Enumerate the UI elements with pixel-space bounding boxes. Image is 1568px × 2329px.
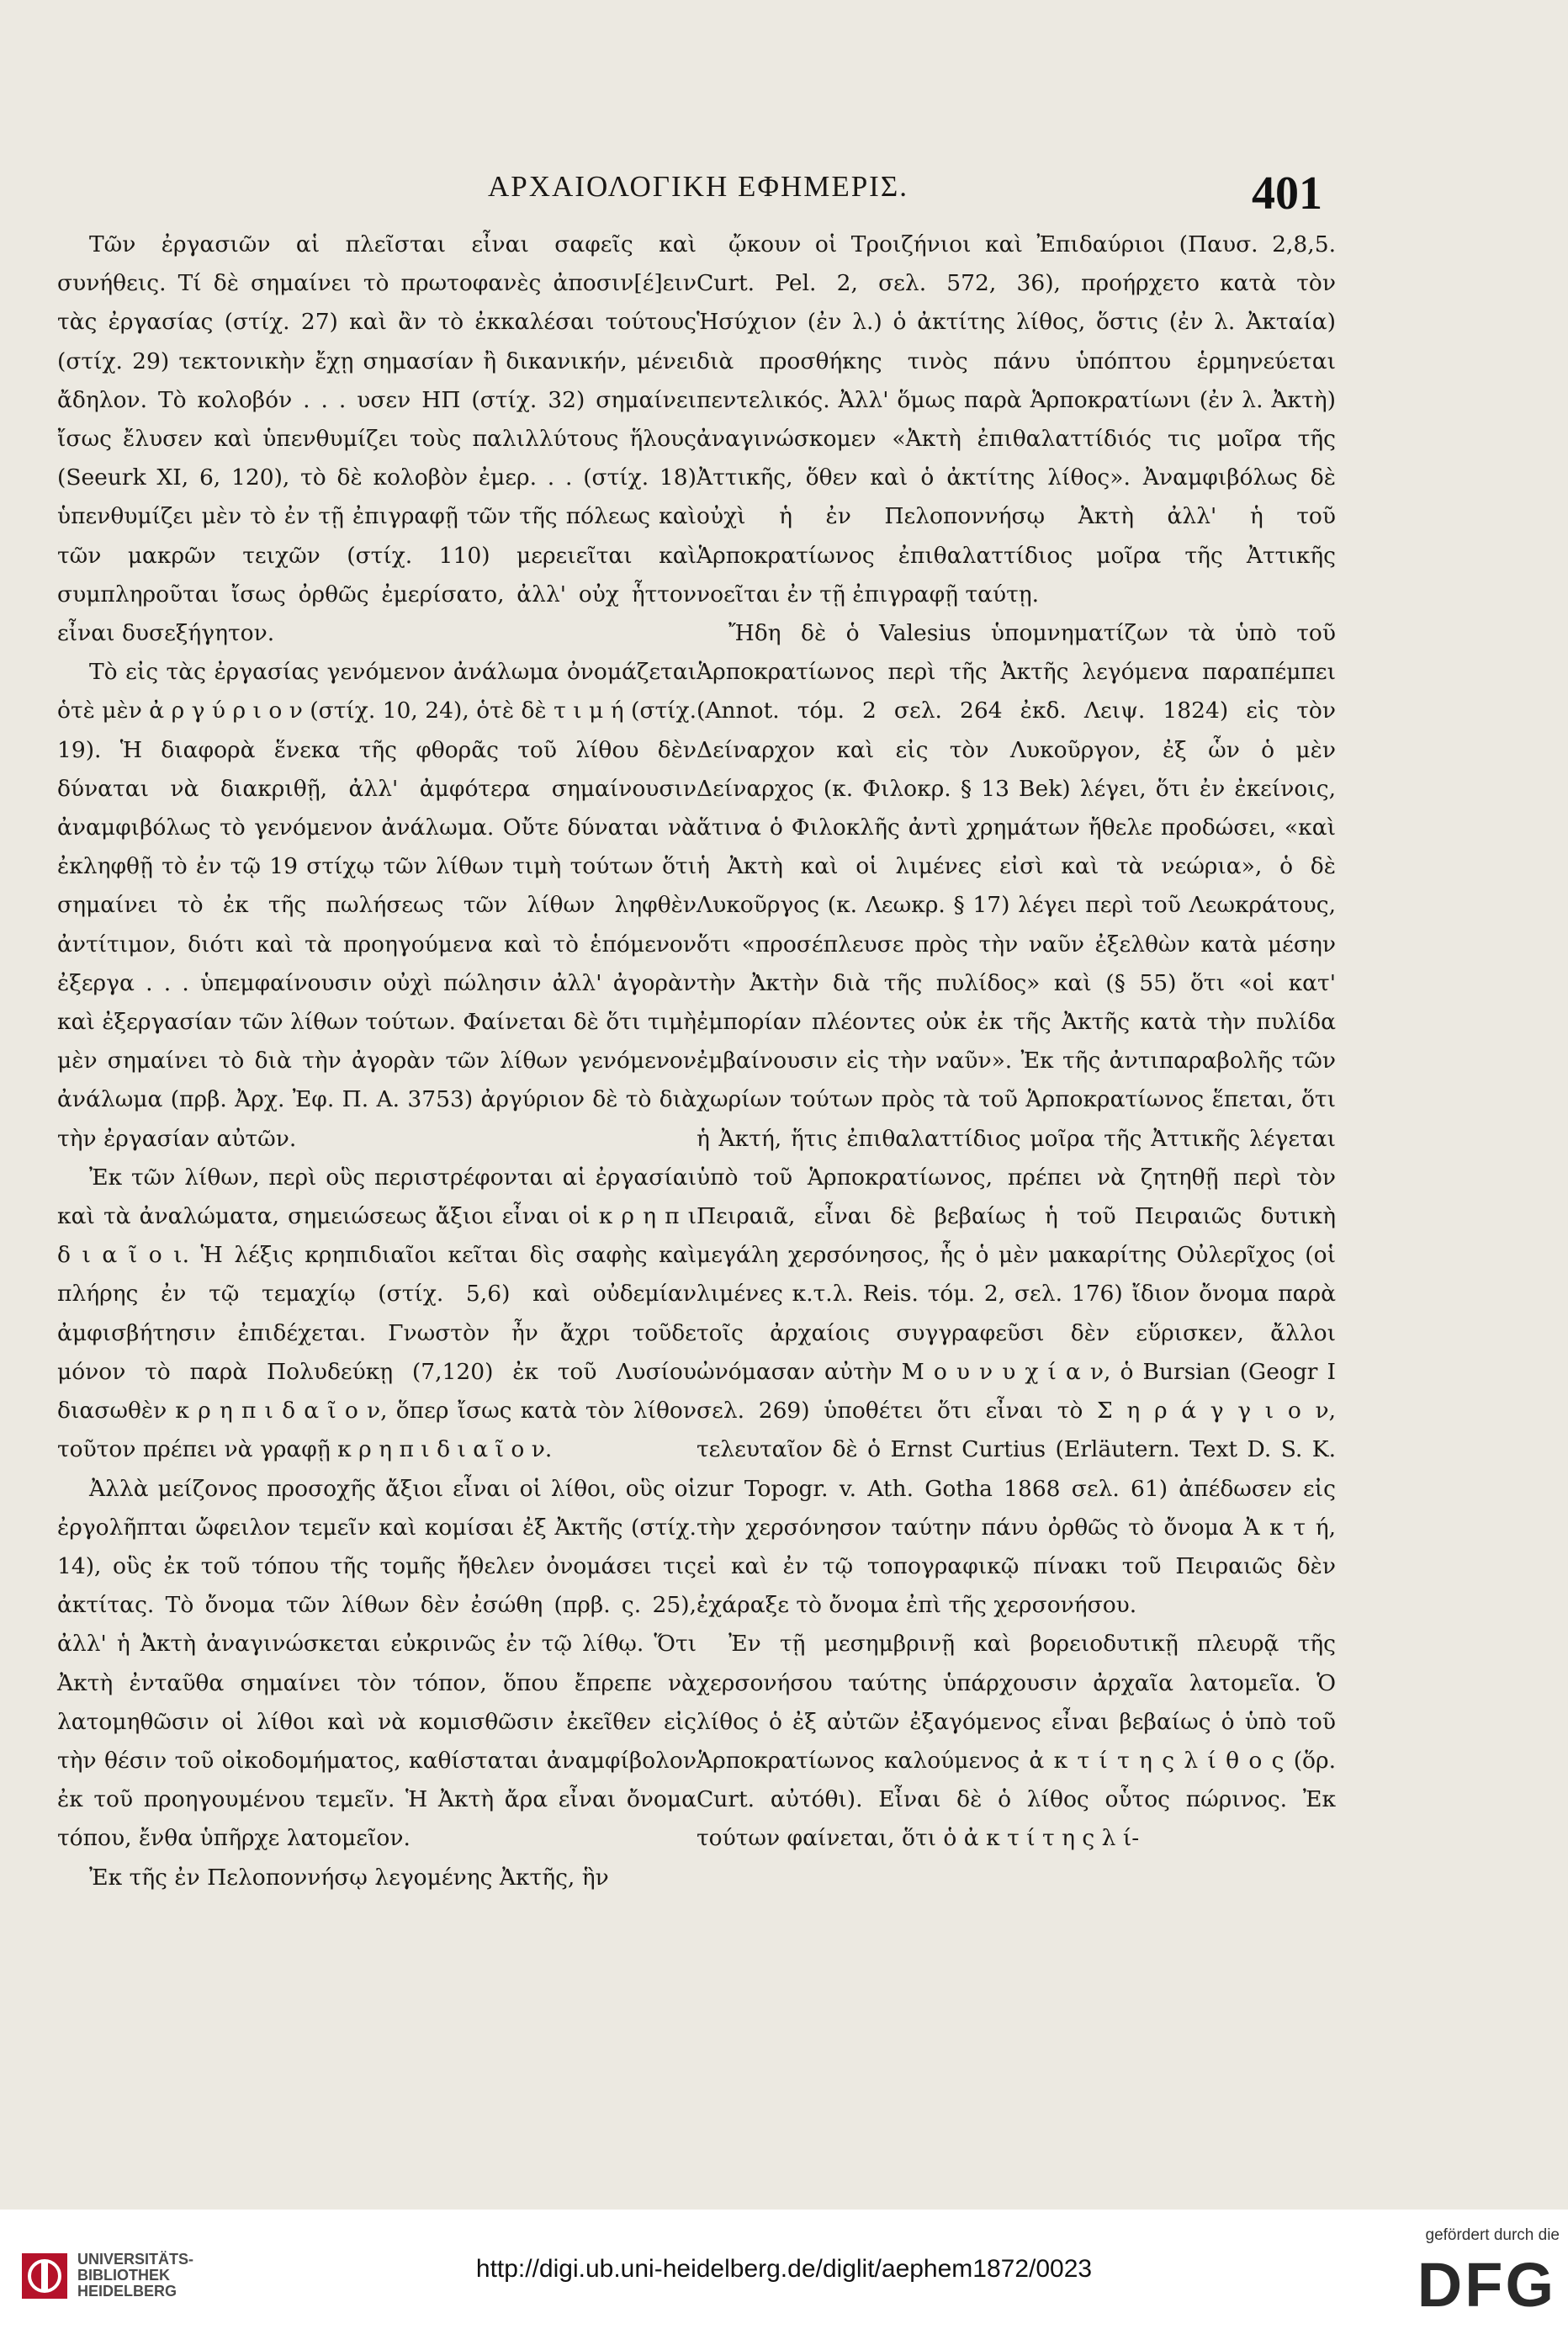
paragraph: Ἤδη δὲ ὁ Valesius ὑπομνηματίζων τὰ ὑπὸ τοῦ Ἁρποκρατίωνος περὶ τῆς Ἀκτῆς λεγόμενα παραπέμπει (Annot. τόμ. 2 σελ. 264 ἐκδ. Λειψ. 1824) εἰς τὸν Δείναρχον καὶ εἰς τὸν Λυκοῦργον, ἐξ ὧν ὁ μὲν Δείναρχος (κ. Φιλοκρ. § 13 Bek) λέγει, ὅτι ἐν ἐκείνοις, ἅτινα ὁ Φιλοκλῆς ἀντὶ χρημάτων ἤθελε προδώσει, «καὶ ἡ Ἀκτὴ καὶ οἱ λιμένες εἰσὶ καὶ τὰ νεώρια», ὁ δὲ Λυκοῦργος (κ. Λεωκρ. § 17) λέγει περὶ τοῦ Λεωκράτους, ὅτι «προσέπλευσε πρὸς τὴν ναῦν ἐξελθὼν κατὰ μέσην τὴν Ἀκτὴν διὰ τῆς πυλίδος» καὶ (§ 55) ὅτι «οἱ κατ' ἐμπορίαν πλέοντες οὐκ ἐκ τῆς Ἀκτῆς κατὰ τὴν πυλίδα ἐμβαίνουσιν εἰς τὴν ναῦν». Ἐκ τῆς ἀντιπαραβολῆς τῶν χωρίων τούτων πρὸς τὰ τοῦ Ἁρποκρατίωνος ἕπεται, ὅτι ἡ Ἀκτή, ἥτις ἐπιθαλαττίδιος μοῖρα τῆς Ἀττικῆς λέγεται ὑπὸ τοῦ Ἁρποκρατίωνος, πρέπει νὰ ζητηθῇ περὶ τὸν Πειραιᾶ, εἶναι δὲ βεβαίως ἡ τοῦ Πειραιῶς δυτικὴ μεγάλη χερσόνησος, ἧς ὁ μὲν μακαρίτης Οὐλερῖχος (οἱ λιμένες κ.τ.λ. Reis. τόμ. 2, σελ. 176) ἴδιον ὄνομα παρὰ τοῖς ἀρχαίοις συγγραφεῦσι δὲν εὕρισκεν, ἄλλοι ὠνόμασαν αὐτὴν Μ ο υ ν υ χ ί α ν, ὁ Bursian (Geogr I σελ. 269) ὑποθέτει ὅτι εἶναι τὸ Σ η ρ ά γ γ ι ο ν, τελευταῖον δὲ ὁ Ernst Curtius (Erläutern. Text D. S. K. zur Topogr. v. Ath. Gotha 1868 σελ. 61) ἀπέδωσεν εἰς τὴν χερσόνησον ταύτην πάνυ ὀρθῶς τὸ ὄνομα Ἀ κ τ ή, εἰ καὶ ἐν τῷ τοπογραφικῷ πίνακι τοῦ Πειραιῶς δὲν ἐχάραξε τὸ ὄνομα ἐπὶ τῆς χερσονήσου. [697,620,1336,1619]
uni-name-line: HEIDELBERG [77,2283,177,2300]
left-text-column [57,225,697,1897]
paragraph: Ἐκ τῆς ἐν Πελοποννήσῳ λεγομένης Ἀκτῆς, ἣν [89,1864,609,1891]
page-number: 401 [1252,167,1322,220]
paragraph: Ἐν τῇ μεσημβρινῇ καὶ βορειοδυτικῇ πλευρᾷ τῆς χερσονήσου ταύτης ὑπάρχουσιν ἀρχαῖα λατομεῖα. Ὁ λίθος ὁ ἐξ αὐτῶν ἐξαγόμενος εἶναι βεβαίως ὁ ὑπὸ τοῦ Ἁρποκρατίωνος καλούμενος ἀ κ τ ί τ η ς λ ί θ ο ς (ὅρ. Curt. αὐτόθι). Εἶναι δὲ ὁ λίθος οὗτος πώρινος. Ἐκ τούτων φαίνεται, ὅτι ὁ ἀ κ τ ί τ η ς λ ί- [697,1631,1336,1852]
right-text-column [697,225,1336,1859]
running-head: ΑΡΧΑΙΟΛΟΓΙΚΗ ΕΦΗΜΕΡΙΣ. [488,170,908,203]
permalink-url[interactable]: http://digi.ub.uni-heidelberg.de/diglit/aephem1872/0023 [475,2255,1093,2283]
uni-name-line: BIBLIOTHEK [77,2267,170,2284]
paragraph: Τῶν ἐργασιῶν αἱ πλεῖσται εἶναι σαφεῖς καὶ συνήθεις. Τί δὲ σημαίνει τὸ πρωτοφανὲς ἀποσιν[έ]ειν τὰς ἐργασίας (στίχ. 27) καὶ ἂν τὸ ἐκκαλέσαι τούτους (στίχ. 29) τεκτονικὴν ἔχῃ σημασίαν ἢ δικανικήν, μένει ἄδηλον. Τὸ κολοβόν . . . υσεν ΗΠ (στίχ. 32) σημαίνει ἴσως ἔλυσεν καὶ ὑπενθυμίζει τοὺς παλιλλύτους ἥλους (Seeurk XI, 6, 120), τὸ δὲ κολοβὸν ἐμερ. . . (στίχ. 18) ὑπενθυμίζει μὲν τὸ ἐν τῇ ἐπιγραφῇ τῶν τῆς πόλεως καὶ τῶν μακρῶν τειχῶν (στίχ. 110) μερειεῖται καὶ συμπληροῦται ἴσως ὀρθῶς ἐμερίσατο, ἀλλ' οὐχ ἧττον εἶναι δυσεξήγητον. [57,231,697,647]
dfg-funder-logo[interactable] [1380,2226,1560,2323]
paragraph: Τὸ εἰς τὰς ἐργασίας γενόμενον ἀνάλωμα ὀνομάζεται ὁτὲ μὲν ἀ ρ γ ύ ρ ι ο ν (στίχ. 10, 24), ὁτὲ δὲ τ ι μ ή (στίχ. 19). Ἡ διαφορὰ ἕνεκα τῆς φθορᾶς τοῦ λίθου δὲν δύναται νὰ διακριθῇ, ἀλλ' ἀμφότερα σημαίνουσιν ἀναμφιβόλως τὸ γενόμενον ἀνάλωμα. Οὔτε δύναται νὰ ἐκληφθῇ τὸ ἐν τῷ 19 στίχῳ τῶν λίθων τιμὴ τούτων ὅτι σημαίνει τὸ ἐκ τῆς πωλήσεως τῶν λίθων ληφθὲν ἀντίτιμον, διότι καὶ τὰ προηγούμενα καὶ τὸ ἑπόμενον ἐξεργα . . . ὑπεμφαίνουσιν οὐχὶ πώλησιν ἀλλ' ἀγορὰν καὶ ἐξεργασίαν τῶν λίθων τούτων. Φαίνεται δὲ ὅτι τιμὴ μὲν σημαίνει τὸ διὰ τὴν ἀγορὰν τῶν λίθων γενόμενον ἀνάλωμα (πρβ. Ἀρχ. Ἐφ. Π. Α. 3753) ἀργύριον δὲ τὸ διὰ τὴν ἐργασίαν αὐτῶν. [57,659,697,1152]
paragraph: Ἐκ τῶν λίθων, περὶ οὓς περιστρέφονται αἱ ἐργασίαι καὶ τὰ ἀναλώματα, σημειώσεως ἄξιοι εἶναι οἱ κ ρ η π ι δ ι α ῖ ο ι. Ἡ λέξις κρηπιδιαῖοι κεῖται δὶς σαφὴς καὶ πλήρης ἐν τῷ τεμαχίῳ (στίχ. 5,6) καὶ οὐδεμίαν ἀμφισβήτησιν ἐπιδέχεται. Γνωστὸν ἦν ἄχρι τοῦδε μόνον τὸ παρὰ Πολυδεύκῃ (7,120) ἐκ τοῦ Λυσίου διασωθὲν κ ρ η π ι δ α ῖ ο ν, ὅπερ ἴσως κατὰ τὸν λίθον τοῦτον πρέπει νὰ γραφῇ κ ρ η π ι δ ι α ῖ ο ν. [57,1164,697,1463]
paragraph: ᾤκουν οἱ Τροιζήνιοι καὶ Ἐπιδαύριοι (Παυσ. 2,8,5. Curt. Pel. 2, σελ. 572, 36), προήρχετο κατὰ τὸν Ἡσύχιον (ἐν λ.) ὁ ἀκτίτης λίθος, ὅστις (ἐν λ. Ἀκταία) διὰ προσθήκης τινὸς πάνυ ὑπόπτου ἑρμηνεύεται πεντελικός. Ἀλλ' ὅμως παρὰ Ἁρποκρατίωνι (ἐν λ. Ἀκτὴ) ἀναγινώσκομεν «Ἀκτὴ ἐπιθαλαττίδιός τις μοῖρα τῆς Ἀττικῆς, ὅθεν καὶ ὁ ἀκτίτης λίθος». Ἀναμφιβόλως δὲ οὐχὶ ἡ ἐν Πελοποννήσῳ Ἀκτὴ ἀλλ' ἡ τοῦ Ἁρποκρατίωνος ἐπιθαλαττίδιος μοῖρα τῆς Ἀττικῆς νοεῖται ἐν τῇ ἐπιγραφῇ ταύτῃ. [697,231,1336,607]
footer-bar [0,2210,1568,2329]
paragraph: Ἀλλὰ μείζονος προσοχῆς ἄξιοι εἶναι οἱ λίθοι, οὓς οἱ ἐργολῆπται ὤφειλον τεμεῖν καὶ κομίσαι ἐξ Ἀκτῆς (στίχ. 14), οὓς ἐκ τοῦ τόπου τῆς τομῆς ἤθελεν ὀνομάσει τις ἀκτίτας. Τὸ ὄνομα τῶν λίθων δὲν ἐσώθη (πρβ. ς. 25), ἀλλ' ἡ Ἀκτὴ ἀναγινώσκεται εὐκρινῶς ἐν τῷ λίθῳ. Ὅτι Ἀκτὴ ἐνταῦθα σημαίνει τὸν τόπον, ὅπου ἔπρεπε νὰ λατομηθῶσιν οἱ λίθοι καὶ νὰ κομισθῶσιν ἐκεῖθεν εἰς τὴν θέσιν τοῦ οἰκοδομήματος, καθίσταται ἀναμφίβολον ἐκ τοῦ προηγουμένου τεμεῖν. Ἡ Ἀκτὴ ἄρα εἶναι ὄνομα τόπου, ἔνθα ὑπῆρχε λατομεῖον. [57,1475,697,1852]
dfg-logo-text: DFG [1417,2250,1556,2320]
uni-name-line: UNIVERSITÄTS- [77,2251,194,2268]
funder-caption: gefördert durch die [1425,2226,1560,2244]
